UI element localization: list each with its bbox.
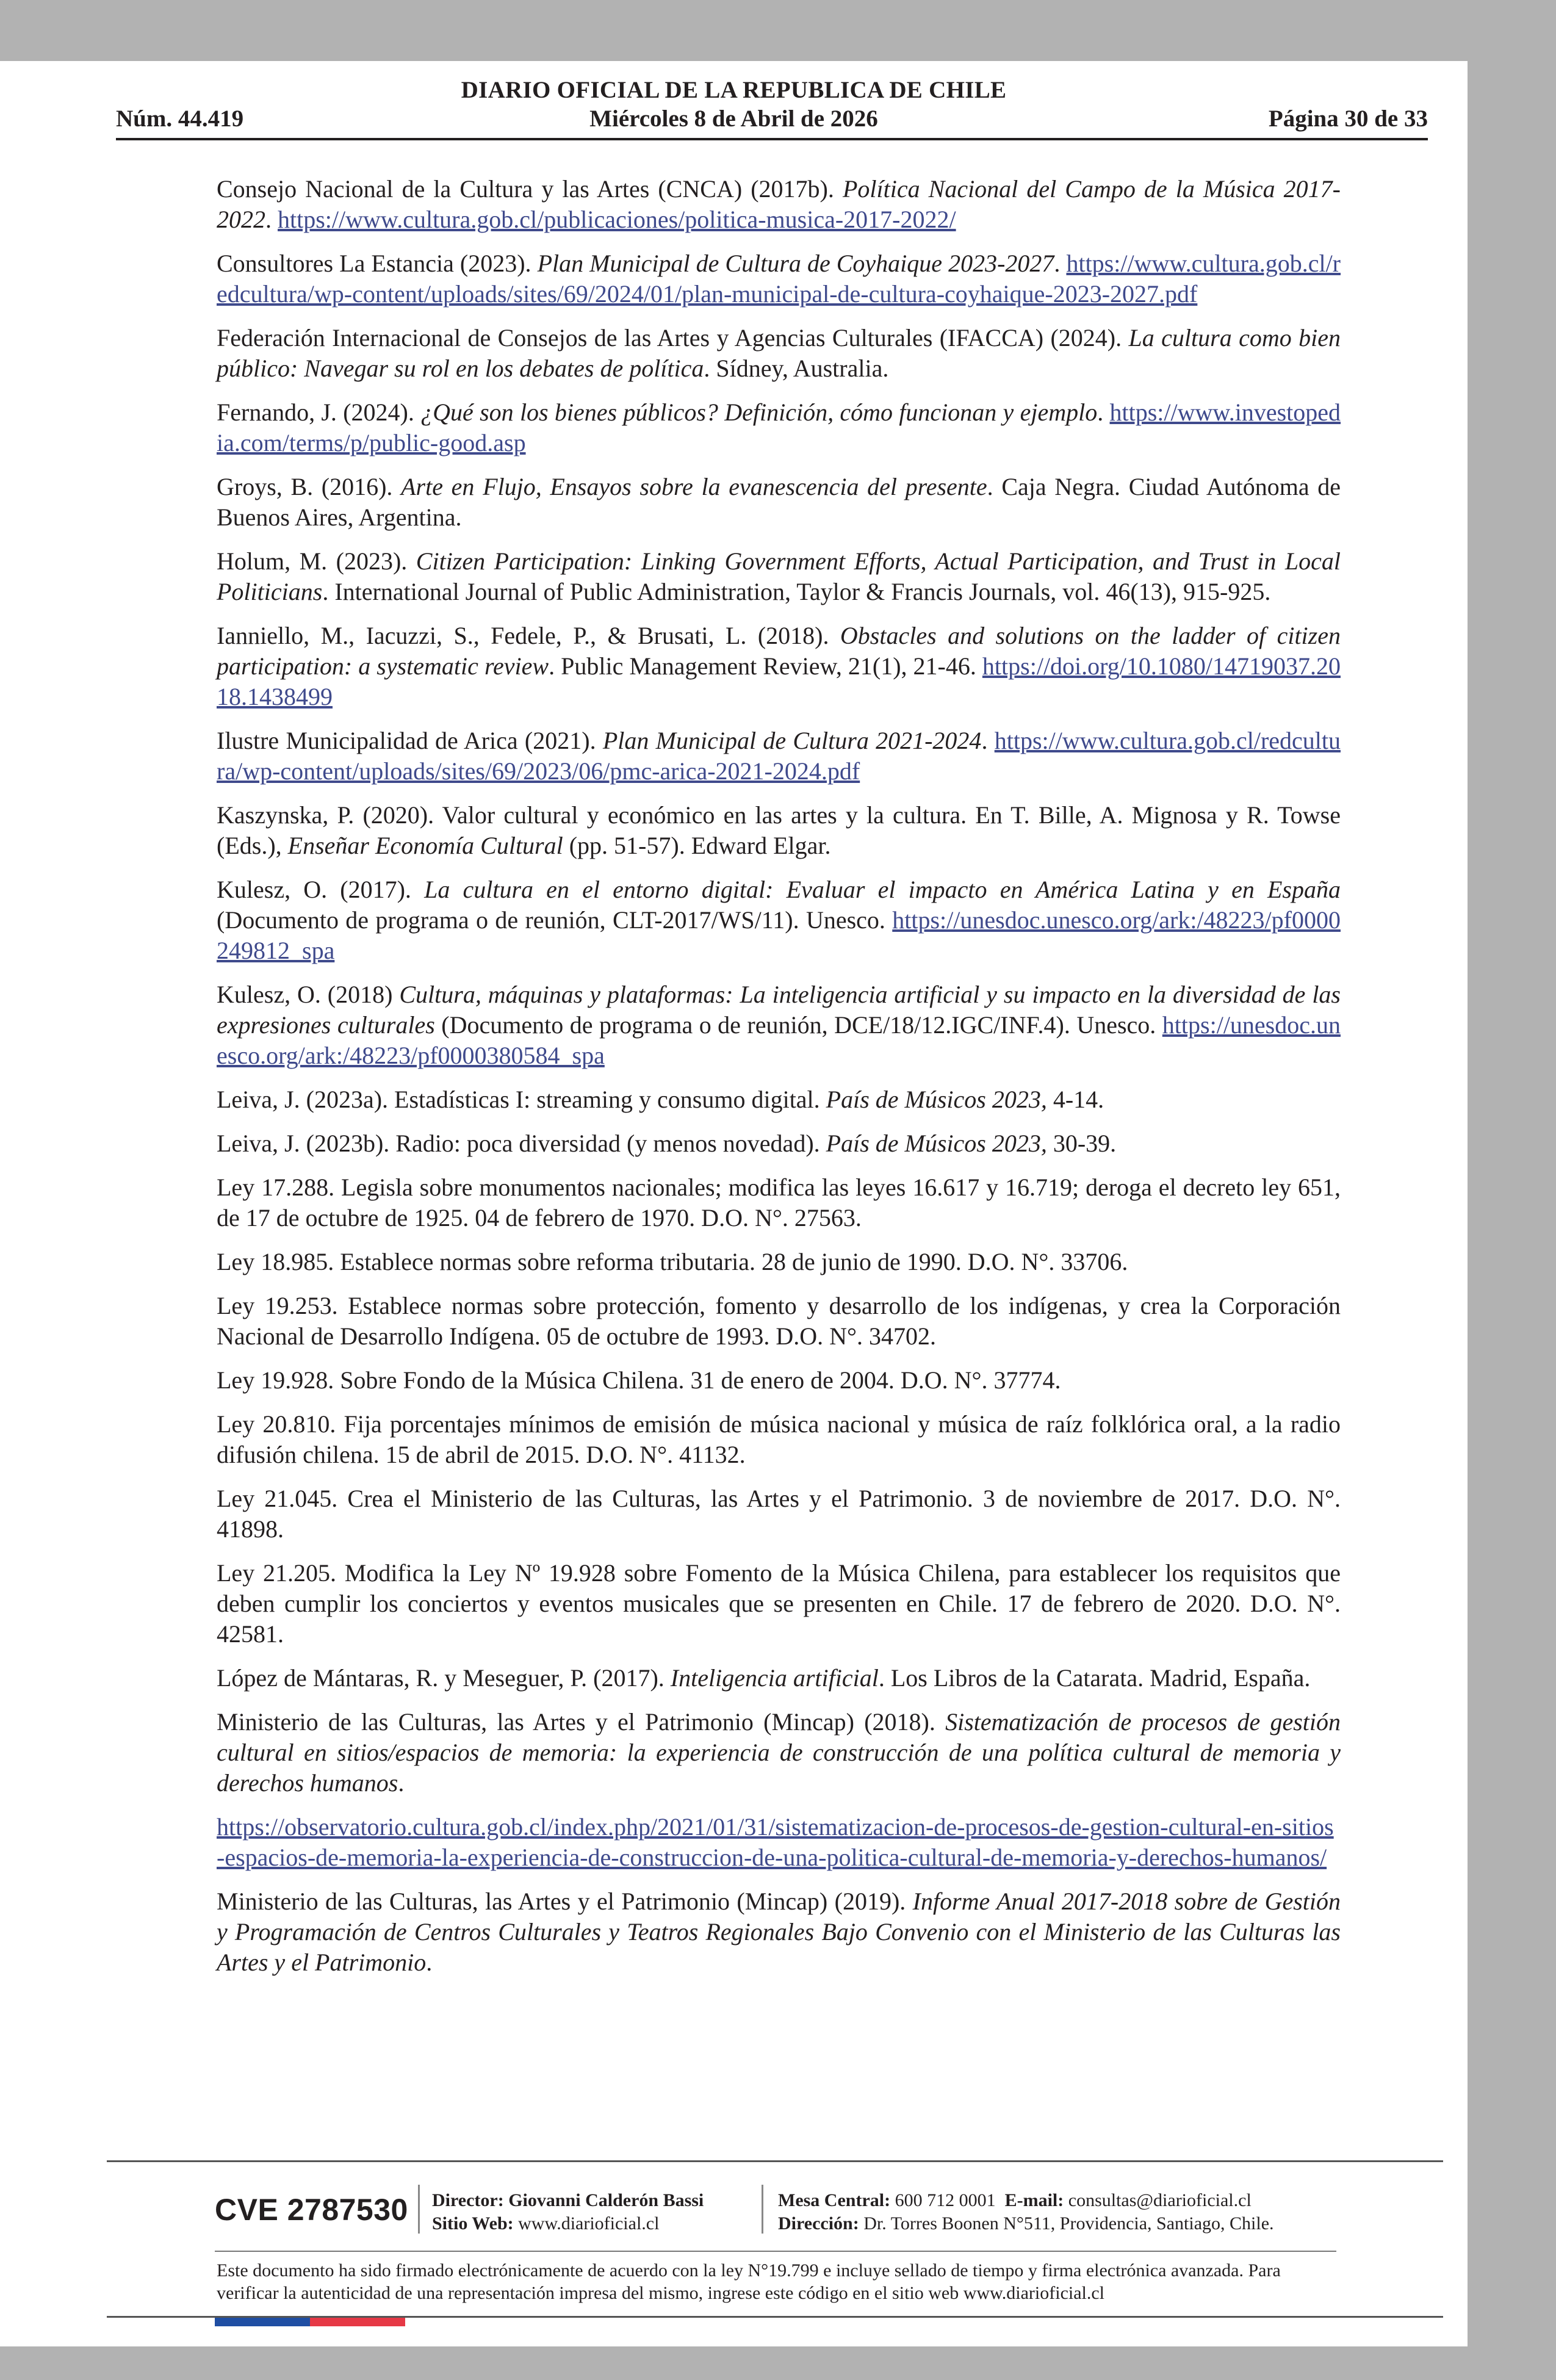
- footer-divider: [215, 2251, 1336, 2252]
- reference-link[interactable]: https://unesdoc.unesco.org/ark:/48223/pf0000249812_spa: [217, 906, 1341, 964]
- reference-entry: [217, 1409, 1341, 1470]
- reference-title: País de Músicos 2023,: [826, 1130, 1047, 1157]
- flag-segment: [310, 2318, 358, 2326]
- reference-entry: [217, 726, 1341, 787]
- reference-link[interactable]: https://www.cultura.gob.cl/redcultura/wp-content/uploads/sites/69/2023/06/pmc-arica-2021-2024.pdf: [217, 727, 1341, 785]
- reference-text: .: [1054, 250, 1067, 277]
- signature-note: Este documento ha sido firmado electrónicamente de acuerdo con la ley N°19.799 e incluye sellado de tiempo y firma electrónica avanzada. Para verificar la autenticidad de una representación impresa del mismo, ingrese este código en el sitio web www.diarioficial.cl: [217, 2260, 1281, 2303]
- reference-title: Inteligencia artificial: [670, 1664, 879, 1692]
- flag-segment: [262, 2318, 310, 2326]
- reference-text: Ley 19.928. Sobre Fondo de la Música Chilena. 31 de enero de 2004. D.O. N°. 37774.: [217, 1366, 1061, 1394]
- reference-entry: [217, 1084, 1341, 1115]
- address-text: Dr. Torres Boonen N°511, Providencia, Santiago, Chile.: [863, 2213, 1274, 2234]
- reference-text: . Public Management Review, 21(1), 21-46.: [549, 652, 982, 680]
- reference-text: (Documento de programa o de reunión, DCE/18/12.IGC/INF.4). Unesco.: [434, 1011, 1162, 1039]
- reference-entry: [217, 1484, 1341, 1545]
- reference-text: Ley 17.288. Legisla sobre monumentos nacionales; modifica las leyes 16.617 y 16.719; deroga el decreto ley 651, de 17 de octubre de 1925. 04 de febrero de 1970. D.O. N°. 27563.: [217, 1174, 1341, 1231]
- reference-text: (Documento de programa o de reunión, CLT-2017/WS/11). Unesco.: [217, 906, 893, 934]
- reference-entry: [217, 800, 1341, 861]
- reference-text: .: [265, 206, 278, 233]
- reference-entry: [217, 472, 1341, 533]
- reference-text: Federación Internacional de Consejos de las Artes y Agencias Culturales (IFACCA) (2024).: [217, 324, 1129, 352]
- reference-text: .: [398, 1769, 405, 1797]
- reference-entry: [217, 174, 1341, 235]
- reference-entry: [217, 1128, 1341, 1159]
- reference-entry: [217, 1707, 1341, 1798]
- reference-entry: [217, 1291, 1341, 1352]
- reference-text: . Los Libros de la Catarata. Madrid, España.: [878, 1664, 1311, 1692]
- website-label: Sitio Web:: [432, 2213, 514, 2234]
- phone-label: Mesa Central:: [778, 2190, 891, 2210]
- reference-text: .: [981, 727, 995, 754]
- reference-title: La cultura como bien público: Navegar su rol en los debates de política: [217, 324, 1341, 382]
- reference-text: Kulesz, O. (2017).: [217, 876, 425, 903]
- reference-entry: [217, 1247, 1341, 1277]
- reference-list: [217, 174, 1341, 1991]
- reference-link[interactable]: https://www.investopedia.com/terms/p/public-good.asp: [217, 398, 1341, 456]
- reference-title: Citizen Participation: Linking Government Efforts, Actual Participation, and Trust in Local Politicians: [217, 547, 1341, 605]
- reference-title: Arte en Flujo, Ensayos sobre la evanescencia del presente: [401, 473, 987, 500]
- reference-entry: [217, 1663, 1341, 1693]
- reference-title: Plan Municipal de Cultura de Coyhaique 2023-2027: [537, 250, 1054, 277]
- page-number: Página 30 de 33: [1268, 106, 1428, 132]
- footer-separator: [762, 2185, 763, 2234]
- reference-entry: [217, 1886, 1341, 1978]
- reference-title: Obstacles and solutions on the ladder of citizen participation: a systematic review: [217, 622, 1341, 680]
- reference-text: Ministerio de las Culturas, las Artes y el Patrimonio (Mincap) (2019).: [217, 1888, 913, 1915]
- header-rule: [116, 138, 1428, 140]
- reference-title: Política Nacional del Campo de la Música 2017-2022: [217, 175, 1341, 233]
- reference-link[interactable]: https://observatorio.cultura.gob.cl/index.php/2021/01/31/sistematizacion-de-procesos-de-gestion-cultural-en-sitios-espacios-de-memoria-la-experiencia-de-construccion-de-una-politica-cultural-de-memoria-y-derechos-humanos/: [217, 1813, 1334, 1871]
- footer-contact-block: [778, 2189, 1274, 2235]
- reference-entry: [217, 621, 1341, 712]
- reference-text: Ley 21.045. Crea el Ministerio de las Culturas, las Artes y el Patrimonio. 3 de noviembre de 2017. D.O. N°. 41898.: [217, 1485, 1341, 1543]
- reference-text: Ministerio de las Culturas, las Artes y el Patrimonio (Mincap) (2018).: [217, 1708, 946, 1736]
- reference-text: .: [426, 1949, 433, 1976]
- reference-entry: [217, 323, 1341, 384]
- footer-director-block: [432, 2189, 704, 2235]
- newspaper-title: DIARIO OFICIAL DE LA REPUBLICA DE CHILE: [461, 77, 1007, 103]
- reference-text: . Sídney, Australia.: [704, 355, 889, 382]
- reference-text: Ley 21.205. Modifica la Ley Nº 19.928 sobre Fomento de la Música Chilena, para establecer los requisitos que deben cumplir los conciertos y eventos musicales que se presenten en Chile. 17 de febrero de 2020. D.O. N°. 42581.: [217, 1559, 1341, 1648]
- reference-text: Fernando, J. (2024).: [217, 398, 421, 426]
- reference-title: País de Músicos 2023,: [826, 1086, 1047, 1113]
- document-page: [0, 61, 1468, 2346]
- cve-code: CVE 2787530: [215, 2193, 408, 2227]
- reference-entry: [217, 1365, 1341, 1396]
- reference-text: Ianniello, M., Iacuzzi, S., Fedele, P., & Brusati, L. (2018).: [217, 622, 840, 649]
- page-header: [0, 61, 1468, 146]
- reference-text: Ilustre Municipalidad de Arica (2021).: [217, 727, 603, 754]
- reference-text: 30-39.: [1046, 1130, 1117, 1157]
- reference-title: Plan Municipal de Cultura 2021-2024: [602, 727, 982, 754]
- reference-link[interactable]: https://unesdoc.unesco.org/ark:/48223/pf0000380584_spa: [217, 1011, 1341, 1069]
- reference-link[interactable]: https://www.cultura.gob.cl/publicaciones/politica-musica-2017-2022/: [278, 206, 956, 233]
- reference-text: Ley 18.985. Establece normas sobre reforma tributaria. 28 de junio de 1990. D.O. N°. 33706.: [217, 1248, 1128, 1275]
- reference-text: Ley 20.810. Fija porcentajes mínimos de emisión de música nacional y música de raíz folklórica oral, a la radio difusión chilena. 15 de abril de 2015. D.O. N°. 41132.: [217, 1410, 1341, 1468]
- reference-title: Sistematización de procesos de gestión cultural en sitios/espacios de memoria: la experiencia de construcción de una política cultural de memoria y derechos humanos: [217, 1708, 1341, 1797]
- reference-entry: [217, 979, 1341, 1071]
- website-link[interactable]: www.diarioficial.cl: [518, 2213, 660, 2234]
- reference-text: Consejo Nacional de la Cultura y las Artes (CNCA) (2017b).: [217, 175, 843, 203]
- reference-link[interactable]: https://doi.org/10.1080/14719037.2018.1438499: [217, 652, 1341, 710]
- reference-text: Groys, B. (2016).: [217, 473, 402, 500]
- flag-segment: [358, 2318, 405, 2326]
- phone-number: 600 712 0001: [895, 2190, 996, 2210]
- reference-text: Ley 19.253. Establece normas sobre protección, fomento y desarrollo de los indígenas, y crea la Corporación Nacional de Desarrollo Indígena. 05 de octubre de 1993. D.O. N°. 34702.: [217, 1292, 1341, 1350]
- flag-segment: [215, 2318, 262, 2326]
- reference-entry: [217, 248, 1341, 309]
- issue-number: Núm. 44.419: [116, 106, 244, 132]
- flag-stripe: [215, 2318, 405, 2326]
- email-address[interactable]: consultas@diarioficial.cl: [1068, 2190, 1252, 2210]
- reference-entry: [217, 874, 1341, 966]
- reference-text: Kaszynska, P. (2020). Valor cultural y económico en las artes y la cultura. En T. Bille, A. Mignosa y R. Towse (Eds.),: [217, 801, 1341, 859]
- reference-text: (pp. 51-57). Edward Elgar.: [563, 832, 831, 859]
- reference-text: Leiva, J. (2023b). Radio: poca diversidad (y menos novedad).: [217, 1130, 826, 1157]
- reference-text: 4-14.: [1046, 1086, 1104, 1113]
- footer-divider: [107, 2160, 1443, 2162]
- reference-entry: [217, 1558, 1341, 1650]
- reference-title: ¿Qué son los bienes públicos? Definición, cómo funcionan y ejemplo: [420, 398, 1098, 426]
- director-name: Giovanni Calderón Bassi: [508, 2190, 704, 2210]
- reference-entry: [217, 546, 1341, 607]
- reference-title: Cultura, máquinas y plataformas: La inteligencia artificial y su impacto en la diversidad de las expresiones culturales: [217, 981, 1341, 1039]
- reference-text: .: [1097, 398, 1110, 426]
- reference-entry: [217, 397, 1341, 458]
- footer-separator: [418, 2185, 420, 2234]
- reference-title: La cultura en el entorno digital: Evaluar el impacto en América Latina y en España: [424, 876, 1341, 903]
- reference-entry: [217, 1812, 1341, 1873]
- issue-date: Miércoles 8 de Abril de 2026: [589, 106, 878, 132]
- reference-link[interactable]: https://www.cultura.gob.cl/redcultura/wp-content/uploads/sites/69/2024/01/plan-municipal-de-cultura-coyhaique-2023-2027.pdf: [217, 250, 1341, 308]
- email-label: E-mail:: [1004, 2190, 1064, 2210]
- reference-text: . International Journal of Public Administration, Taylor & Francis Journals, vol. 46(13), 915-925.: [322, 578, 1271, 605]
- reference-entry: [217, 1172, 1341, 1233]
- reference-title: Informe Anual 2017-2018 sobre de Gestión y Programación de Centros Culturales y Teatros Regionales Bajo Convenio con el Ministerio de las Culturas las Artes y el Patrimonio: [217, 1888, 1341, 1976]
- reference-text: Holum, M. (2023).: [217, 547, 416, 575]
- reference-text: Leiva, J. (2023a). Estadísticas I: streaming y consumo digital.: [217, 1086, 826, 1113]
- reference-text: Kulesz, O. (2018): [217, 981, 400, 1008]
- page-footer: [0, 2154, 1468, 2337]
- reference-title: Enseñar Economía Cultural: [287, 832, 563, 859]
- director-label: Director:: [432, 2190, 504, 2210]
- reference-text: . Caja Negra. Ciudad Autónoma de Buenos Aires, Argentina.: [217, 473, 1341, 531]
- reference-text: Consultores La Estancia (2023).: [217, 250, 538, 277]
- reference-text: López de Mántaras, R. y Meseguer, P. (2017).: [217, 1664, 671, 1692]
- address-label: Dirección:: [778, 2213, 859, 2234]
